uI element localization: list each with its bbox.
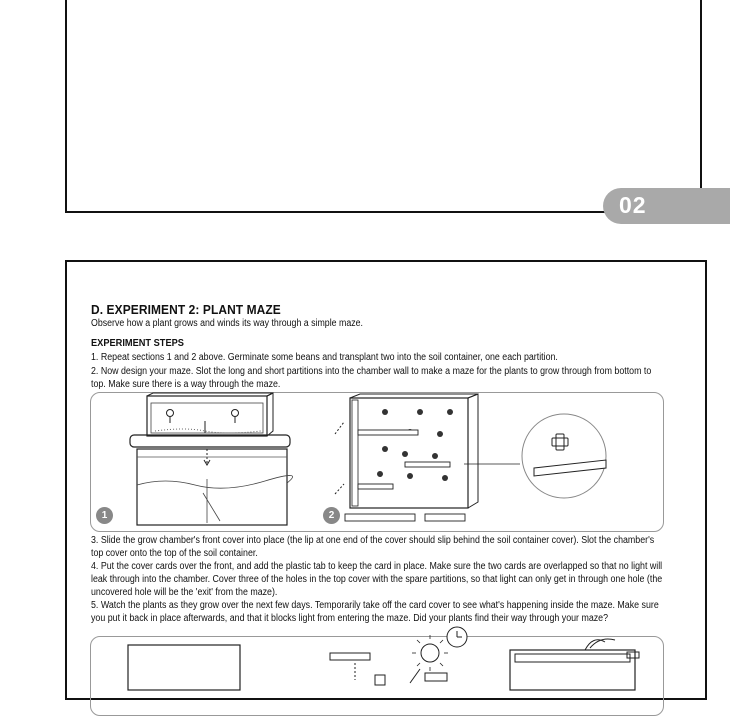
- page-number: 02: [619, 192, 647, 218]
- step-paragraph-4: 4. Put the cover cards over the front, and add the plastic tab to keep the card in place. Make sure the two cards are overlapped so that no light will leak through into the chamber. Cover three of the holes in the top cover with the spare partitions, so that light can only get in through one hole (the uncovered hole will be the 'exit' from the maze).: [91, 561, 663, 598]
- section-intro: Observe how a plant grows and winds its way through a simple maze.: [91, 318, 363, 329]
- step-paragraph-5: 5. Watch the plants as they grow over the next few days. Temporarily take off the card cover to see what's happening inside the maze. Make sure you put it back in place afterwards, and that it blocks light from entering the maze. Did your plants find their way through your maze?: [91, 600, 659, 624]
- maze-chamber-illustration: [505, 640, 645, 690]
- previous-page-panel: [65, 0, 702, 213]
- step-badge-2: 2: [323, 507, 340, 524]
- step-paragraph-3: 3. Slide the grow chamber's front cover into place (the lip at one end of the cover should slip behind the soil container cover). Slot the chamber's top cover onto the top of the soil container.: [91, 535, 655, 559]
- cover-card-illustration: [128, 645, 243, 690]
- maze-partitions-illustration: [330, 394, 480, 526]
- step-paragraph-1: 1. Repeat sections 1 and 2 above. Germinate some beans and transplant two into the soil container, one each partition.: [91, 352, 558, 363]
- soil-container-illustration: [125, 393, 295, 528]
- step-badge-1: 1: [96, 507, 113, 524]
- section-heading: D. EXPERIMENT 2: PLANT MAZE: [91, 302, 281, 317]
- slot-detail-illustration: [464, 416, 614, 496]
- steps-heading: EXPERIMENT STEPS: [91, 337, 184, 349]
- step-paragraph-2: 2. Now design your maze. Slot the long and short partitions into the chamber wall to make a maze for the plants to grow through from bottom to top. Make sure there is a way through the maze.: [91, 366, 652, 390]
- light-source-illustration: [325, 625, 485, 690]
